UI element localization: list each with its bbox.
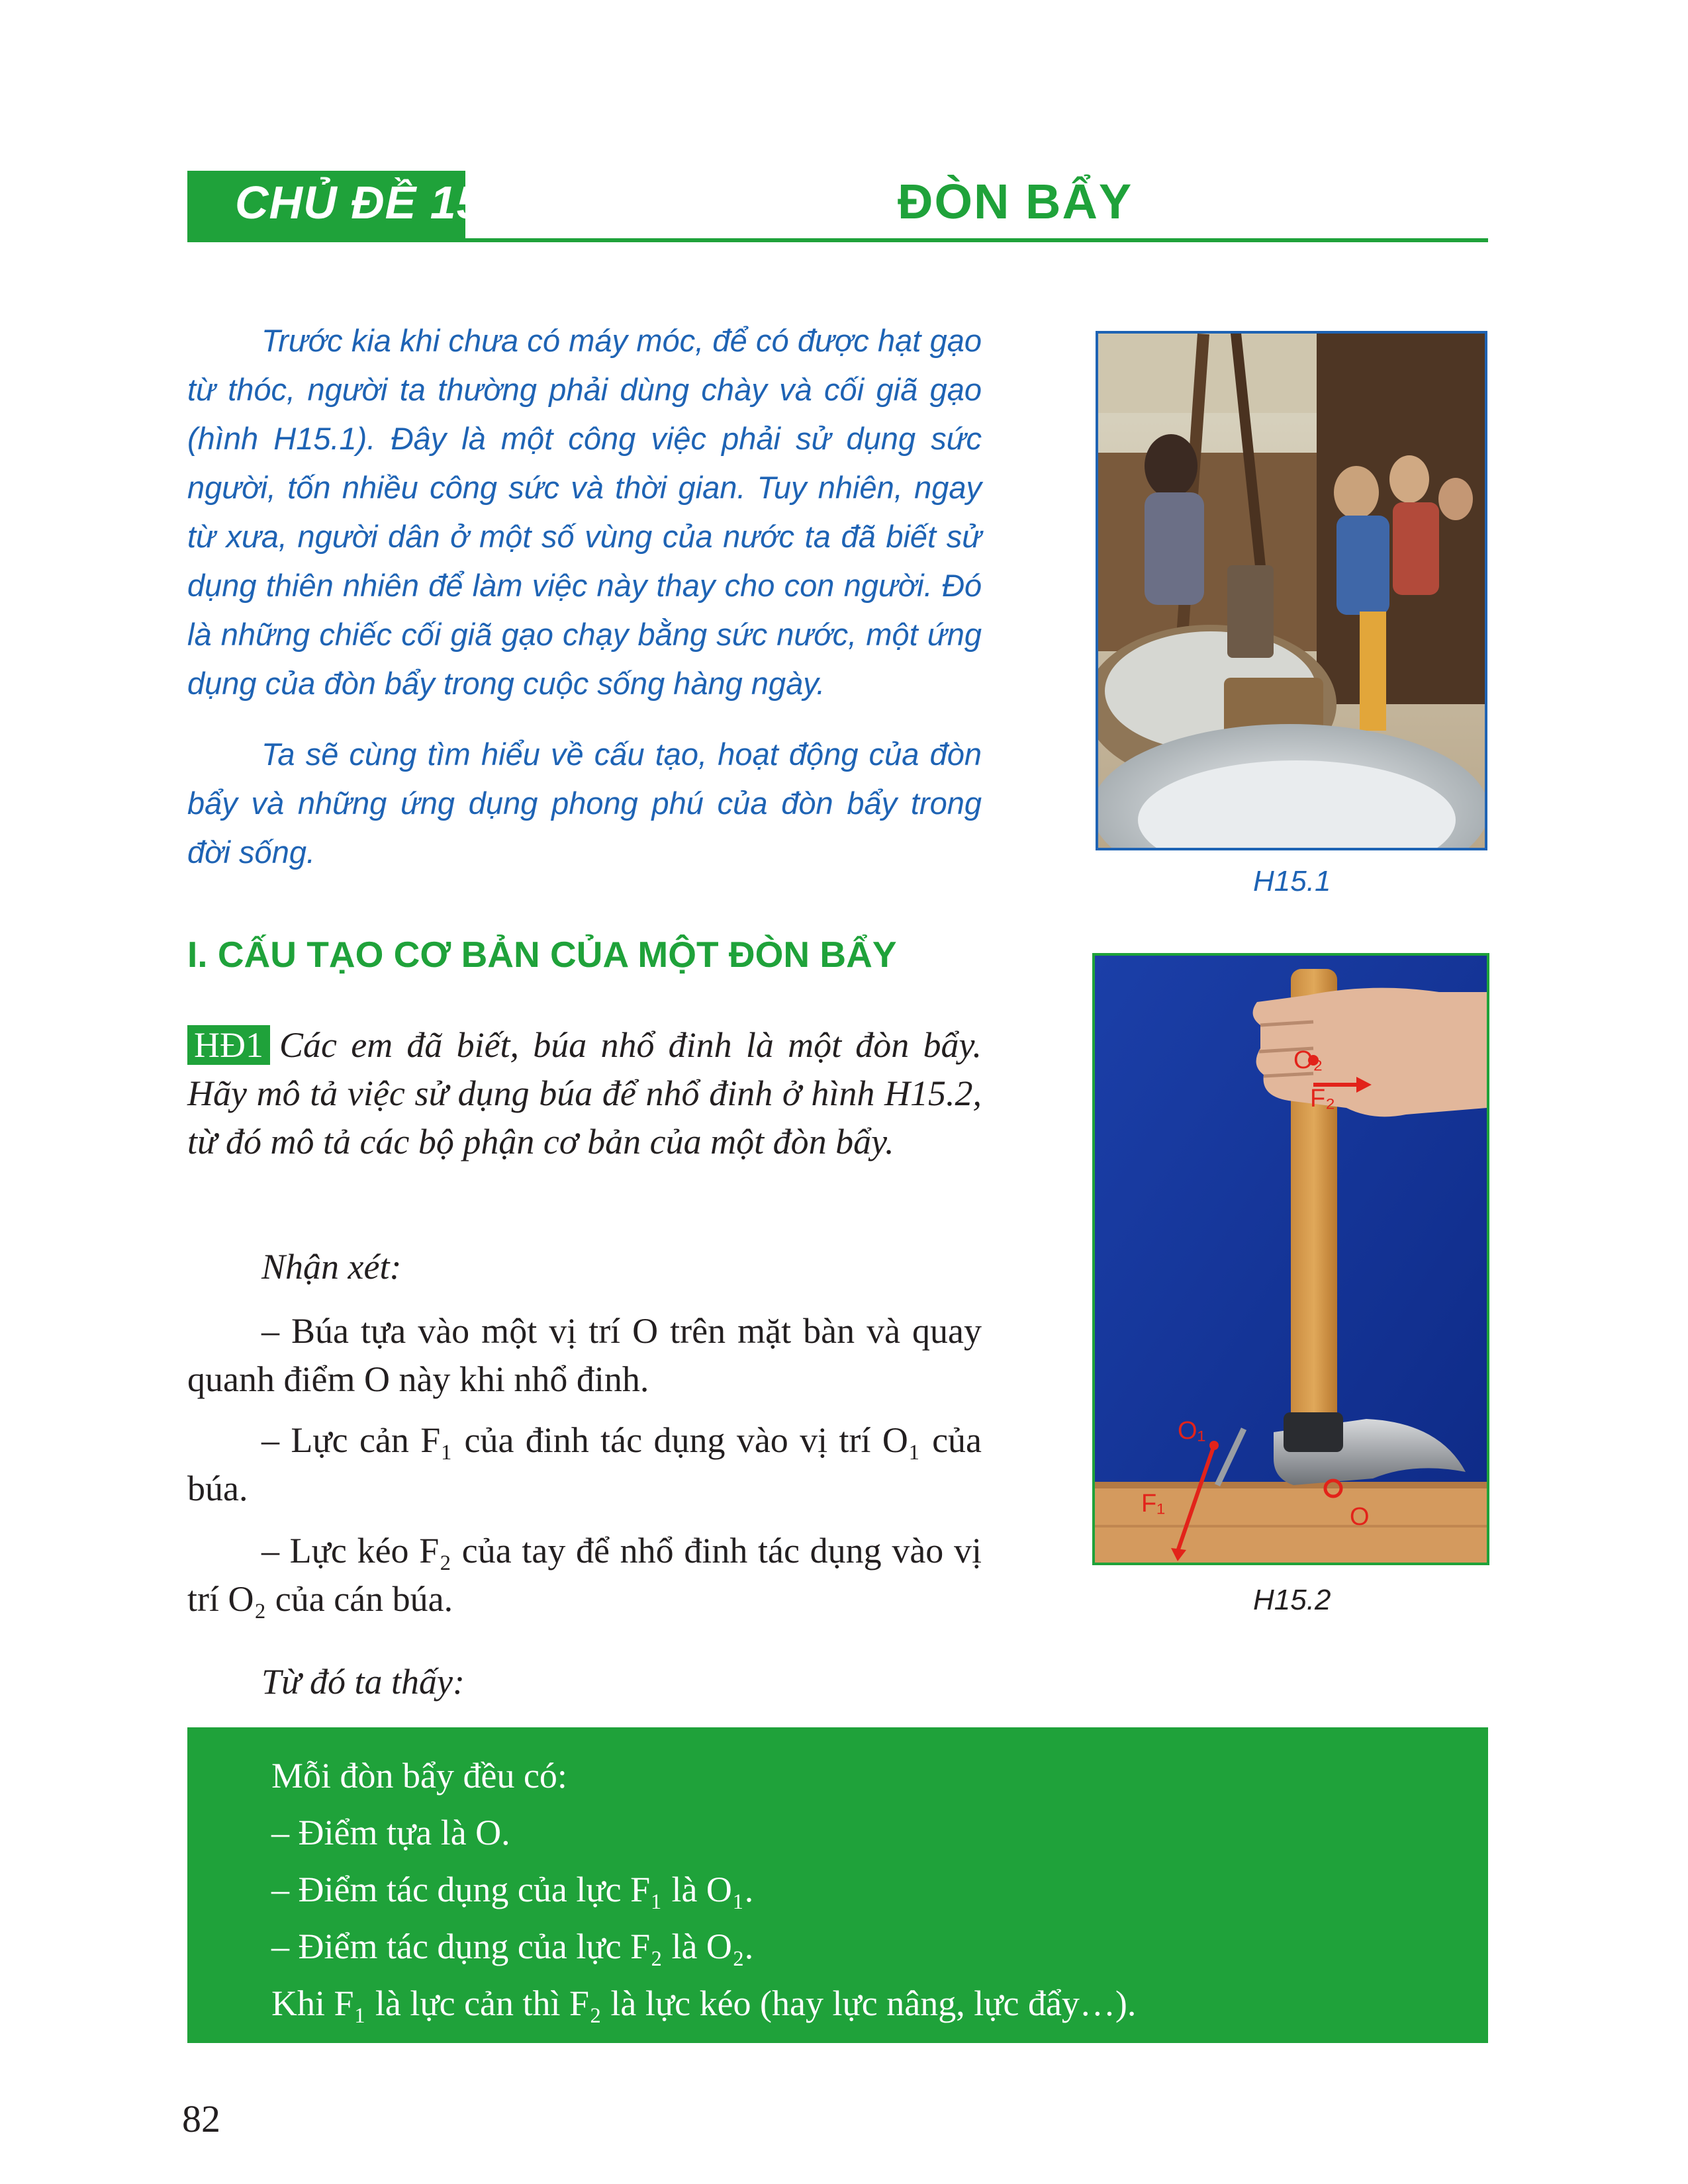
summary-line: – Điểm tác dụng của lực F₁ là O₁.: [271, 1870, 754, 1909]
remark-bullet-2: – Lực cản F₁ của đinh tác dụng vào vị trí O₁ của búa.: [187, 1420, 982, 1508]
rice-pounding-illustration: [1098, 334, 1485, 848]
activity-tag: HĐ1: [187, 1025, 270, 1065]
section-heading: I. CẤU TẠO CƠ BẢN CỦA MỘT ĐÒN BẨY: [187, 934, 897, 975]
activity-text: Các em đã biết, búa nhổ đinh là một đòn bẩy. Hãy mô tả việc sử dụng búa để nhổ đinh ở hình H15.2, từ đó mô tả các bộ phận cơ bản của một đòn bẩy.: [187, 1025, 982, 1161]
summary-box: [187, 1727, 1488, 2043]
activity-paragraph: [187, 1021, 982, 1166]
label-o: O: [1350, 1503, 1370, 1531]
summary-line: Khi F₁ là lực cản thì F₂ là lực kéo (hay lực nâng, lực đẩy…).: [271, 1983, 1137, 2023]
summary-line: Mỗi đòn bẩy đều có:: [271, 1756, 567, 1796]
topic-label: CHỦ ĐỀ 15: [235, 177, 483, 228]
remark-label: Nhận xét:: [261, 1247, 402, 1287]
intro-paragraph-2: Ta sẽ cùng tìm hiểu về cấu tạo, hoạt động của đòn bẩy và những ứng dụng phong phú của đòn bẩy trong đời sống.: [187, 737, 982, 870]
remark-bullet-1: – Búa tựa vào một vị trí O trên mặt bàn và quay quanh điểm O này khi nhổ đinh.: [187, 1311, 982, 1399]
summary-line: – Điểm tựa là O.: [271, 1813, 510, 1852]
label-o1: O₁: [1178, 1417, 1206, 1445]
remark-bullet-3: – Lực kéo F₂ của tay để nhổ đinh tác dụng vào vị trí O₂ của cán búa.: [187, 1531, 982, 1619]
hammer-illustration: [1095, 956, 1487, 1563]
figure-caption-h15-1: H15.1: [1253, 865, 1331, 897]
header-divider: [187, 238, 1488, 242]
page-title: ĐÒN BẨY: [898, 174, 1133, 229]
label-o2: O₂: [1293, 1046, 1323, 1074]
hammer-photo: [1092, 953, 1489, 1565]
intro-paragraph-1: Trước kia khi chưa có máy móc, để có được hạt gạo từ thóc, người ta thường phải dùng chày và cối giã gạo (hình H15.1). Đây là một công việc phải sử dụng sức người, tốn nhiều công sức và thời gian. Tuy nhiên, ngay từ xưa, người dân ở một số vùng của nước ta đã biết sử dụng thiên nhiên để làm việc này thay cho con người. Đó là những chiếc cối giã gạo chạy bằng sức nước, một ứng dụng của đòn bẩy trong cuộc sống hàng ngày.: [187, 323, 982, 701]
figure-caption-h15-2: H15.2: [1253, 1584, 1331, 1616]
label-f2: F₂: [1310, 1085, 1335, 1113]
conclusion-label: Từ đó ta thấy:: [261, 1662, 465, 1702]
summary-line: – Điểm tác dụng của lực F₂ là O₂.: [271, 1927, 754, 1966]
page-number: 82: [182, 2097, 220, 2140]
label-f1: F₁: [1141, 1490, 1166, 1518]
rice-pounding-photo: [1096, 331, 1487, 850]
